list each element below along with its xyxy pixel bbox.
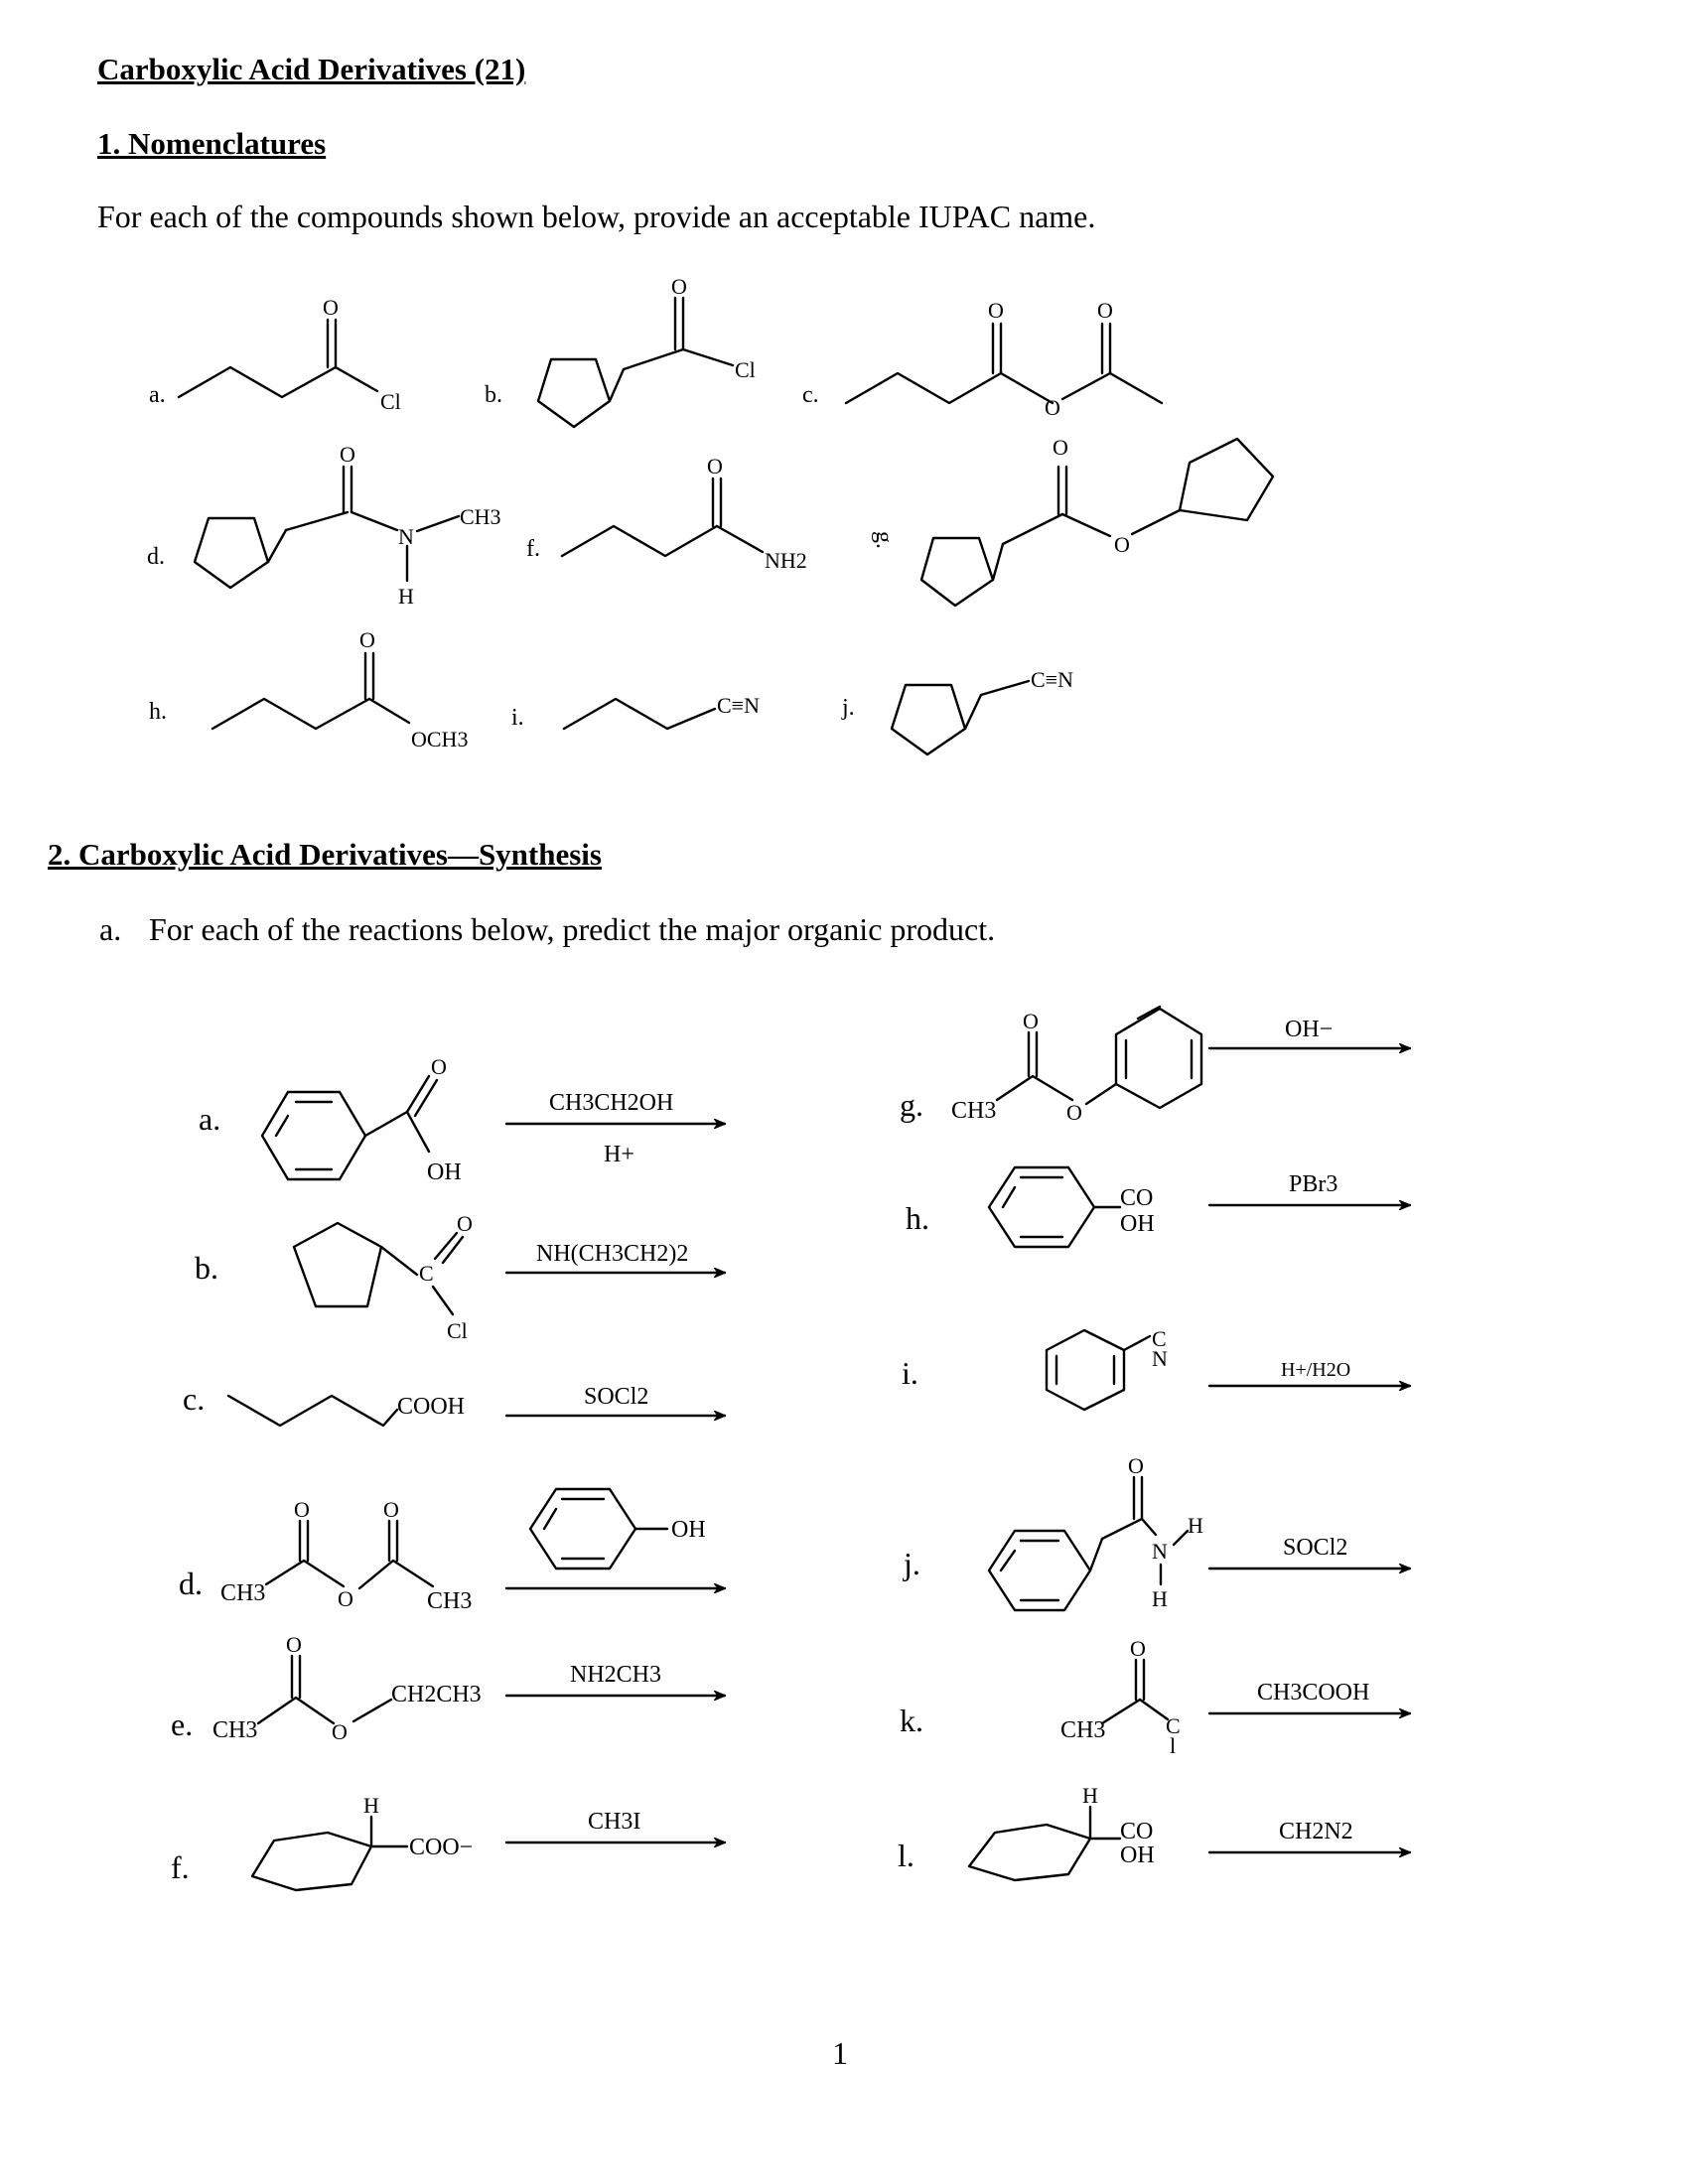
label-1i: i. (511, 705, 524, 731)
compound-1c (802, 298, 1162, 420)
atom-o: O (1045, 395, 1060, 420)
label-1g: g. (871, 531, 897, 549)
atom-n: N (398, 524, 414, 549)
label-2e: e. (171, 1706, 194, 1742)
atom-o: O (332, 1719, 348, 1744)
compound-1a (149, 295, 401, 414)
label-2g: g. (900, 1087, 923, 1123)
group-coo: COO− (409, 1835, 474, 1860)
reaction-l (898, 1783, 1410, 1880)
atom-o: O (1114, 532, 1130, 557)
atom-c: C (1166, 1713, 1181, 1738)
compound-1b (485, 274, 756, 427)
atom-c: C (419, 1261, 434, 1286)
reaction-d (179, 1489, 725, 1614)
compound-1g (871, 435, 1273, 606)
group-ch3: CH3 (220, 1580, 266, 1606)
atom-cl: Cl (380, 389, 401, 414)
document-title: Carboxylic Acid Derivatives (21) (97, 52, 526, 86)
atom-n: N (1152, 1539, 1168, 1564)
atom-o: O (671, 274, 687, 299)
section-2-title: 2. Carboxylic Acid Derivatives—Synthesis (48, 837, 602, 872)
section-1-title: 1. Nomenclatures (97, 126, 327, 161)
atom-o: O (286, 1632, 302, 1657)
reaction-c (183, 1381, 725, 1426)
atom-o: O (1130, 1636, 1146, 1661)
atom-h: H (1152, 1586, 1168, 1611)
group-oh: OH (1120, 1843, 1155, 1868)
label-2j: j. (904, 1546, 920, 1581)
group-ch3: CH3 (951, 1098, 997, 1124)
label-1b: b. (485, 382, 502, 408)
label-1j: j. (842, 695, 855, 721)
reaction-h (906, 1167, 1410, 1247)
page-number: 1 (832, 2035, 848, 2071)
atom-o: O (1023, 1009, 1039, 1033)
atom-o: O (707, 454, 723, 478)
atom-c: C (1152, 1326, 1167, 1351)
reaction-b (195, 1211, 725, 1343)
atom-o: O (988, 298, 1004, 323)
reagent-a-bottom: H+ (604, 1142, 634, 1167)
compound-1d (147, 442, 501, 609)
label-1h: h. (149, 699, 167, 725)
group-ch2ch3: CH2CH3 (391, 1682, 482, 1707)
reaction-a (199, 1054, 725, 1185)
compound-1j (841, 667, 1073, 754)
reagent-f: CH3I (588, 1809, 641, 1835)
label-2f: f. (171, 1849, 190, 1885)
section-2-instructions: For each of the reactions below, predict the major organic product. (149, 911, 996, 947)
atom-cl: Cl (735, 357, 756, 382)
atom-o: O (338, 1586, 353, 1611)
reaction-g (900, 1007, 1410, 1125)
group-nh2: NH2 (765, 548, 807, 573)
reagent-k: CH3COOH (1257, 1680, 1370, 1706)
group-och3: OCH3 (411, 727, 469, 751)
group-co: CO (1120, 1819, 1154, 1844)
label-2d: d. (179, 1566, 203, 1601)
group-oh: OH (427, 1160, 462, 1185)
group-ch3: CH3 (460, 504, 501, 529)
group-cooh: COOH (397, 1394, 466, 1420)
reagent-l: CH2N2 (1279, 1819, 1353, 1844)
atom-o: O (1097, 298, 1113, 323)
reagent-g: OH− (1285, 1017, 1334, 1042)
atom-o: O (383, 1497, 399, 1522)
atom-o: O (457, 1211, 473, 1236)
label-1f: f. (526, 536, 540, 562)
reagent-e: NH2CH3 (570, 1662, 662, 1688)
reaction-k (900, 1636, 1410, 1758)
compound-1h (149, 627, 468, 751)
label-1c: c. (802, 382, 819, 408)
compound-1f (526, 454, 807, 573)
atom-o: O (294, 1497, 310, 1522)
label-2i: i. (902, 1355, 918, 1391)
label-1d: d. (147, 544, 165, 570)
atom-cl: Cl (447, 1318, 468, 1343)
reagent-j: SOCl2 (1283, 1535, 1348, 1561)
reagent-a-top: CH3CH2OH (549, 1090, 674, 1116)
reagent-d: OH (671, 1517, 706, 1543)
reaction-e (171, 1632, 725, 1744)
section-2-sub-letter: a. (99, 911, 122, 947)
atom-o: O (1053, 435, 1068, 460)
reagent-b: NH(CH3CH2)2 (536, 1241, 689, 1267)
reaction-f (171, 1793, 725, 1890)
group-oh: OH (1120, 1211, 1155, 1237)
label-2c: c. (183, 1381, 206, 1417)
atom-o: O (1066, 1100, 1082, 1125)
label-2l: l. (898, 1838, 914, 1873)
label-1a: a. (149, 382, 166, 408)
atom-h: H (363, 1793, 379, 1818)
reagent-h: PBr3 (1289, 1171, 1338, 1197)
label-2k: k. (900, 1703, 923, 1738)
section-1-instructions: For each of the compounds shown below, provide an acceptable IUPAC name. (97, 199, 1096, 234)
atom-o: O (340, 442, 355, 467)
reagent-c: SOCl2 (584, 1384, 649, 1410)
group-ch3: CH3 (212, 1717, 258, 1743)
group-ch3: CH3 (427, 1588, 473, 1614)
atom-h: H (1188, 1513, 1203, 1538)
group-cn: C≡N (717, 693, 760, 718)
atom-h: H (1082, 1783, 1098, 1808)
atom-h: H (398, 584, 414, 609)
group-ch3: CH3 (1060, 1717, 1106, 1743)
atom-o: O (431, 1054, 447, 1079)
atom-o: O (323, 295, 339, 320)
reaction-i (902, 1326, 1410, 1410)
compound-1i (511, 693, 760, 731)
group-co: CO (1120, 1185, 1154, 1211)
atom-o: O (359, 627, 375, 652)
label-2a: a. (199, 1101, 221, 1137)
atom-l: l (1170, 1733, 1177, 1758)
label-2h: h. (906, 1200, 929, 1236)
reaction-j (903, 1453, 1410, 1611)
group-cn: C≡N (1031, 667, 1073, 692)
label-2b: b. (195, 1250, 218, 1286)
reagent-i: H+/H2O (1281, 1359, 1351, 1381)
atom-o: O (1128, 1453, 1144, 1478)
atom-n: N (1152, 1346, 1168, 1371)
